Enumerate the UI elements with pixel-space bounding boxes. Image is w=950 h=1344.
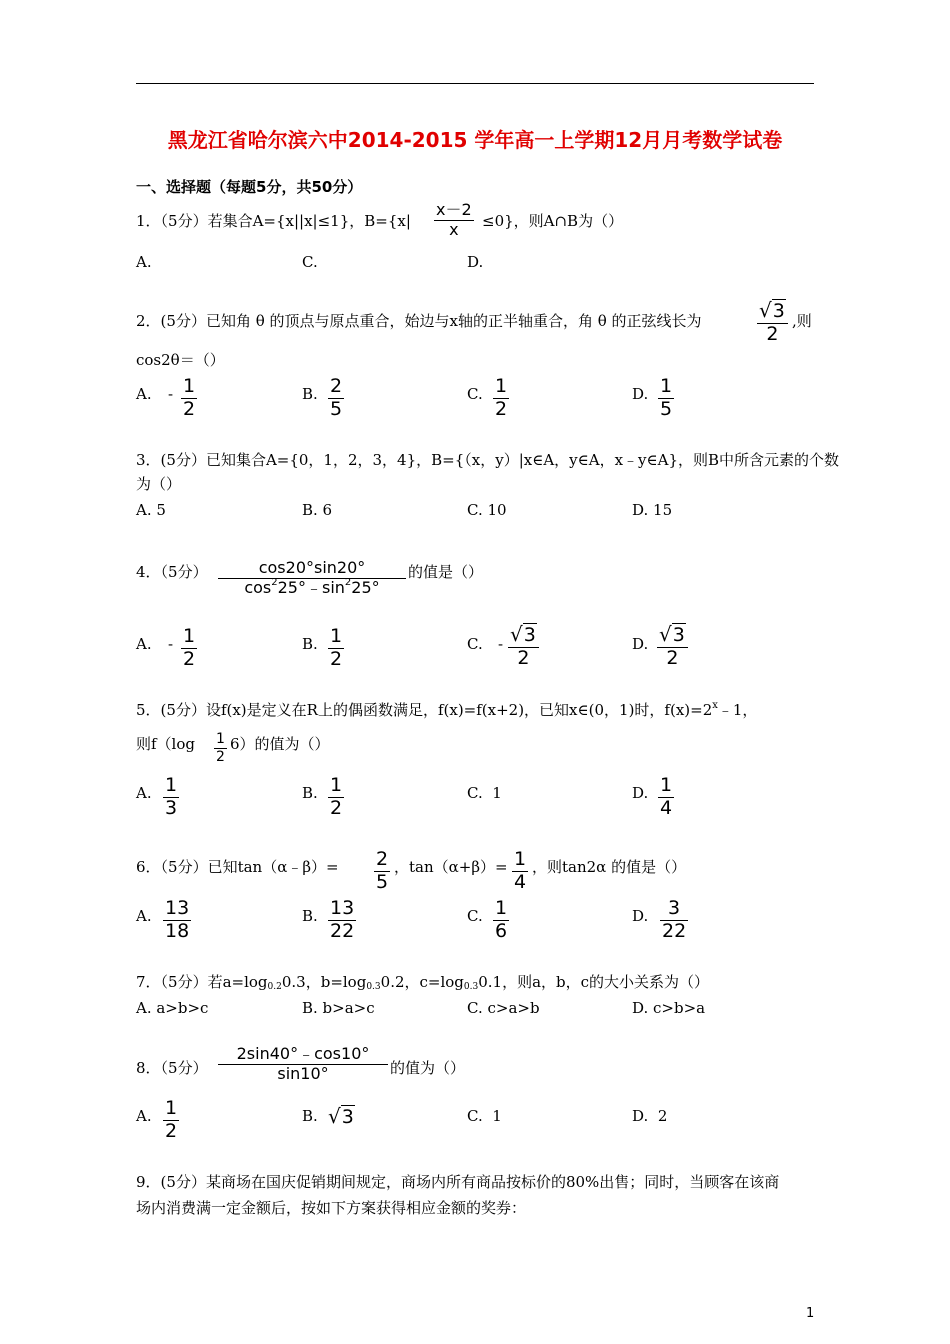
q3-option-c: C. 10 — [467, 501, 507, 519]
q4-prefix: 4．（5分） — [136, 563, 208, 581]
q6-option-b-fraction: 13 22 — [330, 897, 355, 942]
q3-line2: 为（） — [136, 475, 182, 493]
q2-line2: cos2θ＝（） — [136, 351, 225, 369]
q7-option-a: A. a>b>c — [136, 999, 209, 1017]
q6-stem-a: 6．（5分）已知tan（α﹣β）= — [136, 858, 339, 876]
page-number: 1 — [806, 1306, 815, 1321]
q4-option-a-label: A. — [136, 635, 152, 653]
q5-option-b-label: B. — [302, 784, 318, 802]
q4-option-b-fraction: 1 2 — [330, 625, 343, 670]
q6-stem-c: ，则tan2α 的值是（） — [532, 858, 687, 876]
q2-option-a-label: A. — [136, 385, 152, 403]
header-rule — [136, 83, 814, 84]
q5-option-c: C. 1 — [467, 784, 502, 802]
q6-option-d-label: D. — [632, 907, 649, 925]
q2-option-b-label: B. — [302, 385, 318, 403]
page-title: 黑龙江省哈尔滨六中2014-2015 学年高一上学期12月月考数学试卷 — [167, 128, 783, 152]
q5-option-d-label: D. — [632, 784, 649, 802]
q2-option-a-sign: - — [168, 385, 174, 403]
q8-prefix: 8．（5分） — [136, 1059, 208, 1077]
q4-option-d-fraction: √3 2 — [657, 624, 688, 669]
q2-option-a-fraction: 1 2 — [183, 375, 196, 420]
q8-fraction: 2sin40°﹣cos10° sin10° — [218, 1046, 388, 1083]
q4-option-a-sign: - — [168, 635, 174, 653]
q7-option-b: B. b>a>c — [302, 999, 375, 1017]
q4-option-b-label: B. — [302, 635, 318, 653]
q8-option-a-fraction: 1 2 — [165, 1097, 178, 1142]
q4-fraction: cos20°sin20° $\cos^225^\circ﹣\sin^225^\circ$ — [218, 560, 406, 597]
sqrt-sign: √3 — [759, 298, 785, 322]
q4-option-c-fraction: √3 2 — [508, 624, 539, 669]
q5-line2-b: 6）的值为（） — [230, 735, 330, 753]
q6-stem-b: ，tan（α+β）= — [394, 858, 508, 876]
q2-option-b-fraction: 2 5 — [330, 375, 343, 420]
q6-option-c-fraction: 1 6 — [495, 897, 508, 942]
sqrt-sign: √3 — [659, 622, 685, 646]
q5-option-b-fraction: 1 2 — [330, 774, 343, 819]
section-heading: 一、选择题（每题5分，共50分） — [136, 178, 363, 196]
q1-fraction — [434, 202, 474, 239]
q2-option-c-label: C. — [467, 385, 483, 403]
q8-suffix: 的值为（） — [390, 1059, 466, 1077]
q1-option-a: A. — [136, 253, 152, 271]
q6-option-a-fraction: 13 18 — [165, 897, 190, 942]
q6-option-d-fraction: 3 22 — [662, 897, 687, 942]
q4-option-c-sign: - — [498, 635, 504, 653]
q5-option-a-fraction: 1 3 — [165, 774, 178, 819]
q8-option-a-label: A. — [136, 1107, 152, 1125]
q3-option-b: B. 6 — [302, 501, 333, 519]
q6-fraction-1: 2 5 — [376, 848, 389, 893]
q3-line1: 3．(5分）已知集合A={0，1，2，3，4}，B={（x，y）|x∈A，y∈A，x﹣y∈A}，则B中所含元素的个数 — [136, 451, 840, 469]
q2-option-d-label: D. — [632, 385, 649, 403]
q4-option-d-label: D. — [632, 635, 649, 653]
q7-option-c: C. c>a>b — [467, 999, 540, 1017]
q5-option-d-fraction: 1 4 — [660, 774, 673, 819]
q1-stem-a: 1．（5分）若集合A={x||x|≤1}，B={x| — [136, 212, 411, 230]
q7-option-d: D. c>b>a — [632, 999, 706, 1017]
q4-option-a-fraction: 1 2 — [183, 625, 196, 670]
q2-option-c-fraction: 1 2 — [495, 375, 508, 420]
q8-option-b-sqrt: √3 — [328, 1104, 354, 1128]
q1-frac-den: x — [449, 219, 459, 239]
q2-fraction: √3 2 — [757, 300, 788, 345]
q2-stem-a: 2．(5分）已知角 θ 的顶点与原点重合，始边与x轴的正半轴重合，角 θ 的正弦线长为 — [136, 312, 702, 330]
q4-option-c-label: C. — [467, 635, 483, 653]
q8-option-b-label: B. — [302, 1107, 318, 1125]
sqrt-sign: √3 — [510, 622, 536, 646]
q6-fraction-2: 1 4 — [514, 848, 527, 893]
q8-option-d: D. 2 — [632, 1107, 668, 1125]
q5-option-a-label: A. — [136, 784, 152, 802]
q3-option-a: A. 5 — [136, 501, 166, 519]
q3-option-d: D. 15 — [632, 501, 673, 519]
q5-line2-a: 则f（log — [136, 735, 195, 753]
q6-option-b-label: B. — [302, 907, 318, 925]
q9-line1: 9．(5分）某商场在国庆促销期间规定，商场内所有商品按标价的80%出售；同时，当顾客在该商 — [136, 1173, 780, 1191]
q1-option-d: D. — [467, 253, 484, 271]
q2-stem-b: ,则 — [792, 312, 812, 330]
q5-line1: 5．(5分）设f(x)是定义在R上的偶函数满足，f(x)=f(x+2)，已知x∈(0，1)时，$f(x)=2^x﹣1$， — [136, 700, 758, 719]
q4-suffix: 的值是（） — [408, 563, 484, 581]
q5-log-base: 1 2 — [216, 731, 225, 765]
q6-option-a-label: A. — [136, 907, 152, 925]
q1-frac-num: x－2 — [436, 200, 472, 219]
q2-option-d-fraction: 1 5 — [660, 375, 673, 420]
q6-option-c-label: C. — [467, 907, 483, 925]
q9-line2: 场内消费满一定金额后，按如下方案获得相应金额的奖券： — [136, 1199, 527, 1217]
q7-stem: 7．（5分）若$a=\log_{0.2}0.3$，$b=\log_{0.3}0.2$，$c=\log_{0.3}0.1$，则a，b，c的大小关系为（） — [136, 973, 710, 992]
q1-option-c: C. — [302, 253, 318, 271]
q1-stem-b: ≤0}，则A∩B为（） — [482, 212, 624, 230]
q8-option-c: C. 1 — [467, 1107, 502, 1125]
